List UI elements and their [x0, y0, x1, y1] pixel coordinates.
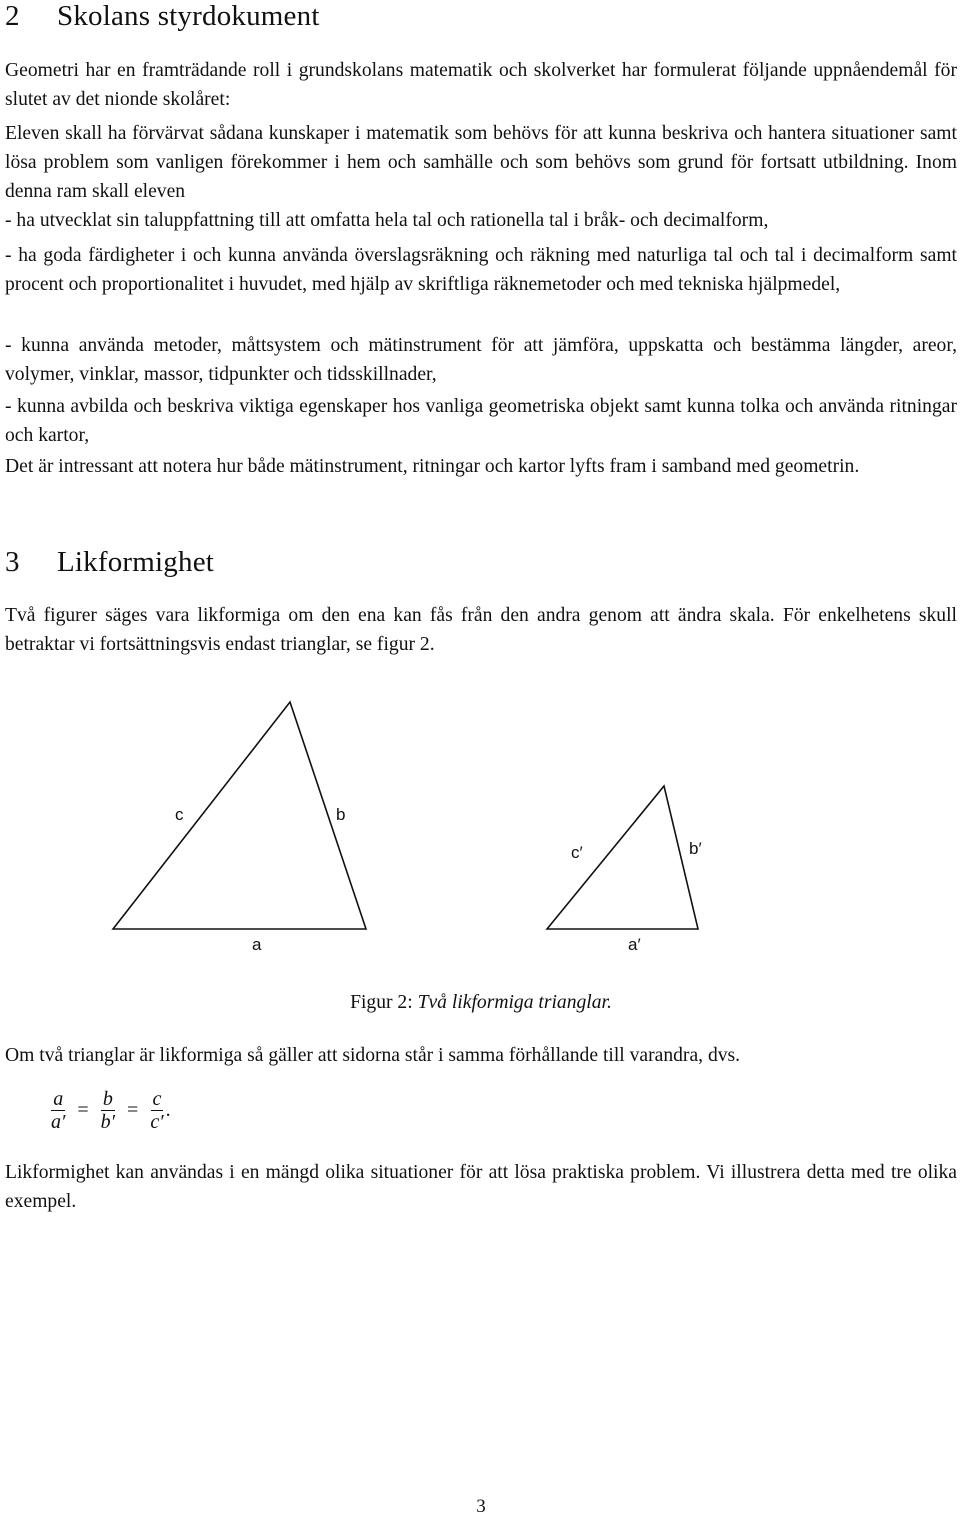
paragraph-proportion: Om två trianglar är likformiga så gäller att sidorna står i samma förhållande till varandra, dvs.: [5, 1045, 741, 1066]
paragraph-note: Det är intressant att notera hur både mätinstrument, ritningar och kartor lyfts fram i samband med geometrin.: [5, 456, 860, 477]
label-a-prime: a′: [628, 935, 641, 954]
label-c: c: [175, 805, 184, 824]
triangle-figure: [5, 690, 957, 975]
paragraph-definition: Två figurer säges vara likformiga om den ena kan fås från den andra genom att ändra skala. För enkelhetens skull betraktar vi fortsättningsvis endast trianglar, se figur 2.: [5, 605, 957, 655]
caption-prefix: Figur 2:: [350, 992, 418, 1013]
fraction-a: $\frac{a}{a'}$: [51, 1088, 66, 1133]
paragraph-goal: Eleven skall ha förvärvat sådana kunskaper i matematik som behövs för att kunna beskriva och hantera situationer samt lösa problem som vanligen förekommer i hem och samhälle och som behövs som grund för fortsatt utbildning. Inom denna ram skall eleven: [5, 123, 957, 202]
paragraph-application: Likformighet kan användas i en mängd olika situationer för att lösa praktiska problem. Vi illustrera detta med tre olika exempel.: [5, 1162, 957, 1212]
proportion-equation: [49, 1088, 171, 1133]
caption-text: Två likformiga trianglar.: [417, 992, 612, 1013]
small-triangle: [547, 786, 698, 929]
section-title: Likformighet: [57, 546, 215, 578]
list-item-1: - ha utvecklat sin taluppfattning till att omfatta hela tal och rationella tal i bråk- och decimalform,: [5, 210, 769, 231]
large-triangle: [113, 702, 366, 929]
section-heading-2: [5, 0, 320, 32]
section-heading-3: [5, 546, 214, 578]
equation-period: .: [165, 1099, 171, 1121]
equals-sign: =: [77, 1099, 89, 1121]
section-number: 2: [5, 0, 20, 32]
label-b: b: [336, 805, 346, 824]
section-title: Skolans styrdokument: [57, 0, 320, 32]
section-number: 3: [5, 546, 20, 578]
page-number: 3: [476, 1496, 486, 1517]
fraction-b: $\frac{b}{b'}$: [100, 1088, 116, 1133]
figure-caption: [5, 988, 957, 1017]
label-b-prime: b′: [689, 839, 702, 858]
equals-sign: =: [127, 1099, 139, 1121]
list-item-2: - ha goda färdigheter i och kunna använda överslagsräkning och räkning med naturliga tal och tal i decimalform samt procent och proportionalitet i huvudet, med hjälp av skriftliga räknemetoder och med tekniska hjälpmedel,: [5, 245, 957, 295]
fraction-c: $\frac{c}{c'}$: [150, 1088, 164, 1133]
list-item-4: - kunna avbilda och beskriva viktiga egenskaper hos vanliga geometriska objekt samt kunna tolka och använda ritningar och kartor,: [5, 396, 957, 446]
label-a: a: [252, 935, 262, 954]
label-c-prime: c′: [571, 843, 583, 862]
triangle-figure-svg: [5, 690, 957, 970]
list-item-3: - kunna använda metoder, måttsystem och mätinstrument för att jämföra, uppskatta och bestämma längder, areor, volymer, vinklar, massor, tidpunkter och tidsskillnader,: [5, 335, 957, 385]
paragraph-intro: Geometri har en framträdande roll i grundskolans matematik och skolverket har formulerat följande uppnåendemål för slutet av det nionde skolåret:: [5, 60, 957, 110]
